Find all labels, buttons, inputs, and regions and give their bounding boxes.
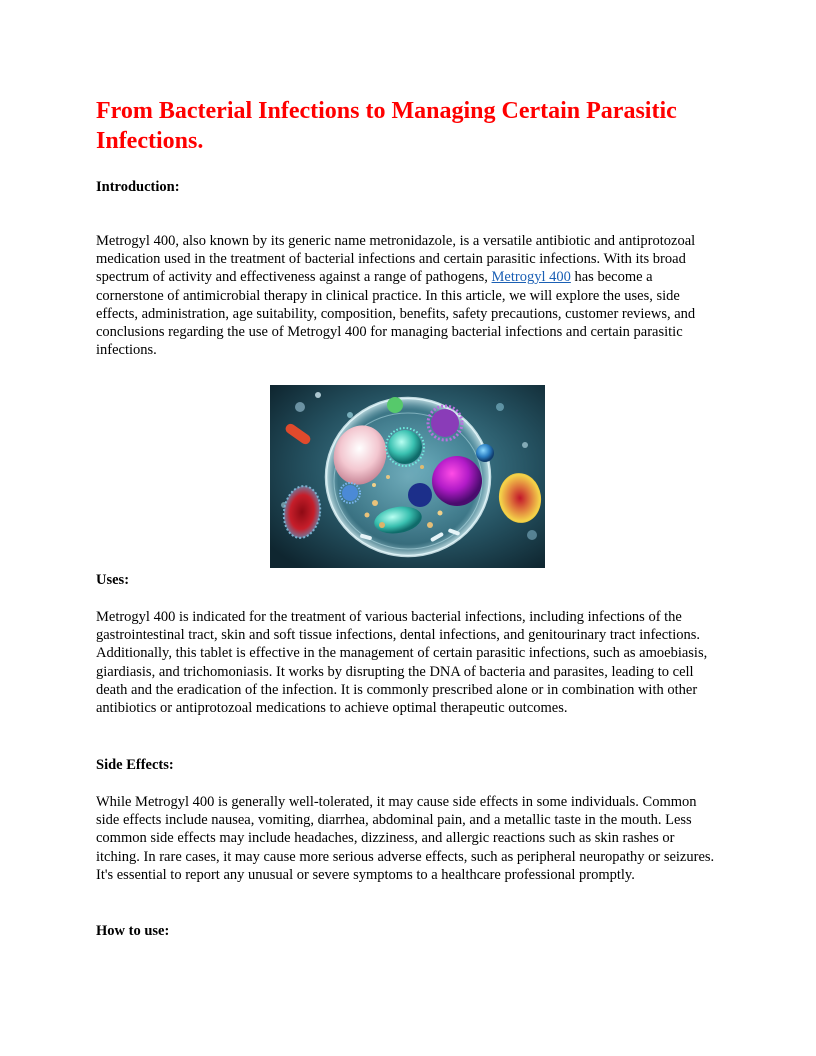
page-title: From Bacterial Infections to Managing Certain Parasitic Infections. <box>96 98 677 154</box>
how-to-use-heading: How to use: <box>96 923 170 939</box>
side-effects-heading: Side Effects: <box>96 757 174 773</box>
introduction-heading: Introduction: <box>96 179 180 195</box>
microbes-illustration <box>270 385 545 568</box>
introduction-paragraph <box>96 232 706 359</box>
uses-heading: Uses: <box>96 572 130 588</box>
side-effects-paragraph: While Metrogyl 400 is generally well-tolerated, it may cause side effects in some individuals. Common side effects include nausea, vomiting, diarrhea, abdominal pain, and a metallic taste in the mouth. Less common side effects may include headaches, dizziness, and allergic reactions such as skin rashes or itching. In rare cases, it may cause more serious adverse effects, such as peripheral neuropathy or seizures. It's essential to report any unusual or severe symptoms to a healthcare professional promptly. <box>96 794 715 883</box>
introduction-text-before-link: Metrogyl 400, also known by its generic name metronidazole, is a versatile antibiotic and antiprotozoal medication used in the treatment of bacterial infections and certain parasitic infections. With its broad spectrum of activity and effectiveness against a range of pathogens, <box>96 233 696 286</box>
uses-paragraph: Metrogyl 400 is indicated for the treatment of various bacterial infections, including infections of the gastrointestinal tract, skin and soft tissue infections, dental infections, and genitourinary tract infections. Additionally, this tablet is effective in the management of certain parasitic infections, such as amoebiasis, giardiasis, and trichomoniasis. It works by disrupting the DNA of bacteria and parasites, leading to cell death and the eradication of the infection. It is commonly prescribed alone or in combination with other antibiotics or antiprotozoal medications to achieve optimal therapeutic outcomes. <box>96 609 708 717</box>
metrogyl-400-link[interactable]: Metrogyl 400 <box>491 269 571 286</box>
introduction-text-after-link: has become a cornerstone of antimicrobial therapy in clinical practice. In this article, we will explore the uses, side effects, administration, age suitability, composition, benefits, safety precautions, customer reviews, and conclusions regarding the use of Metrogyl 400 for managing bacterial infections and certain parasitic infections. <box>96 269 696 359</box>
microbes-illustration-svg <box>270 385 545 568</box>
